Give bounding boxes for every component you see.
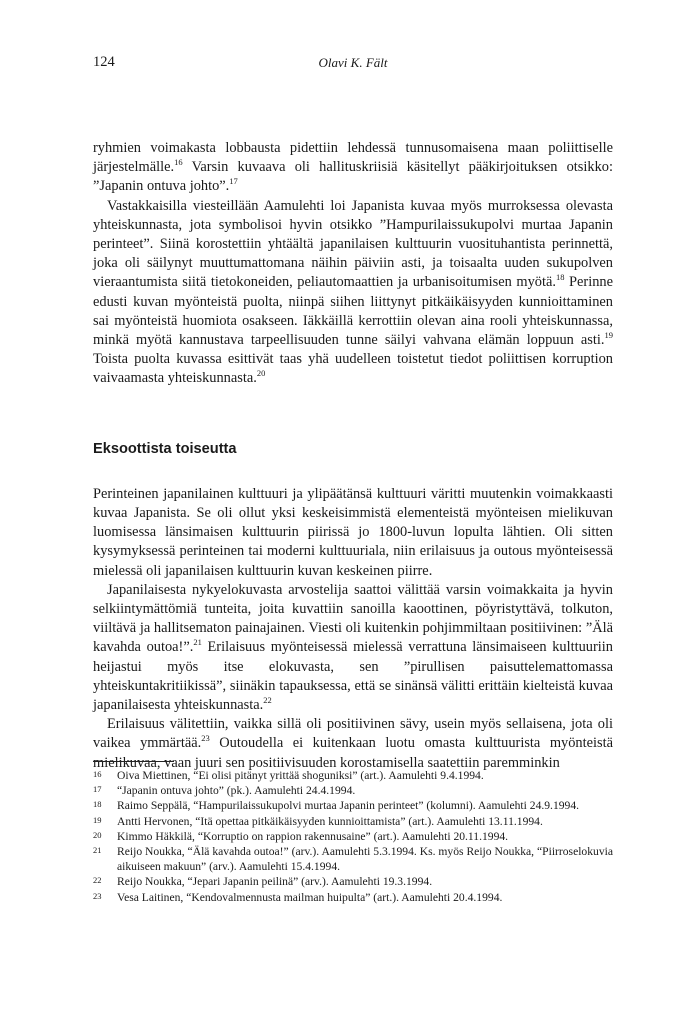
footnote-number: 21 <box>93 845 102 856</box>
text-run: Japanilaisesta nykyelokuvasta arvostelija saattoi välittää varsin voimakkaita ja hyvin selkiintymättömiä tunteita, joita kuvattiin sanoilla kaoottinen, pöyristyttävä, tolkuton, viiltävä ja hallitsematon painajainen. Viesti oli kuitenkin pohjimmiltaan positiivinen: ”Älä kavahda outoa!”. <box>93 581 613 656</box>
footnote-number: 18 <box>93 799 102 810</box>
footnote-ref: 23 <box>201 733 210 744</box>
section-heading: Eksoottista toiseutta <box>93 440 237 457</box>
footnote-ref: 22 <box>263 695 272 706</box>
footnote <box>93 844 613 874</box>
text-run: Perinteinen japanilainen kulttuuri ja ylipäätänsä kulttuuri väritti muutenkin voimakkaasti kuvaa Japanista. Se oli ollut yksi keskeisimmistä elementeistä myönteisen mielikuvan luomisessa länsimaisen kulttuurin piirissä jo 1800-luvun lopulta lähtien. Oli sitten kysymyksessä perinteinen tai moderni kulttuuriala, niin erilaisuus ja outous myönteisessä mielessä oli japanilaisen kulttuurin kuvan keskeinen piirre. <box>93 485 613 579</box>
running-head: Olavi K. Fält <box>318 55 388 70</box>
paragraph <box>93 197 613 389</box>
footnote-text: Oiva Miettinen, “Ei olisi pitänyt yrittää shoguniksi” (art.). Aamulehti 9.4.1994. <box>117 769 484 782</box>
footnote-number: 19 <box>93 814 102 825</box>
footnote <box>93 783 613 798</box>
paragraph <box>93 139 613 197</box>
footnote <box>93 798 613 813</box>
footnote-ref: 16 <box>174 157 183 168</box>
footnote-text: Kimmo Häkkilä, “Korruptio on rappion rakennusaine” (art.). Aamulehti 20.11.1994. <box>117 829 509 843</box>
text-run: Vastakkaisilla viesteillään Aamulehti loi Japanista kuvaa myös murroksessa olevasta yhteiskunnasta, jota symbolisoi hyvin otsikko ”Hampurilaissukupolvi murtaa Japanin perinteet”. Siinä korostettiin yhtäältä japanilaisen kulttuurin vuosituhantista perinnettä, joka oli säilynyt muuttumattomana näihin päiviin asti, ja toisaalta uuden sukupolven vieraantumista siitä tietokoneiden, peliautomaattien ja urbanisoitumisen myötä. <box>93 197 613 291</box>
text-run: Erilaisuus välitettiin, vaikka sillä oli positiivinen sävy, usein myös sellaisena, jota oli vaikea ymmärtää. <box>93 716 613 752</box>
footnote-number: 22 <box>93 875 102 886</box>
footnote-ref: 19 <box>604 330 613 341</box>
page-number: 124 <box>93 54 115 70</box>
paragraph <box>93 715 613 773</box>
footnote <box>93 829 613 844</box>
footnote-rule <box>93 761 174 762</box>
footnote-text: Antti Hervonen, “Itä opettaa pitkäikäisyyden kunnioittamista” (art.). Aamulehti 13.11.1994. <box>117 814 543 828</box>
footnote-text: Raimo Seppälä, “Hampurilaissukupolvi murtaa Japanin perinteet” (kolumni). Aamulehti 24.9.1994. <box>117 799 580 813</box>
footnote-number: 23 <box>93 890 102 901</box>
text-run: Toista puolta kuvassa esittivät taas yhä uudelleen toistetut tiedot poliittisen korruption vaivaamasta yhteiskunnasta. <box>93 351 613 387</box>
text-run: Varsin kuvaava oli hallituskriisiä käsitellyt pääkirjoituksen otsikko: ”Japanin ontuva johto”. <box>93 159 613 195</box>
footnote <box>93 768 613 783</box>
footnote-number: 16 <box>93 769 102 779</box>
footnote <box>93 874 613 889</box>
paragraph <box>93 581 613 715</box>
text-run: Erilaisuus myönteisessä mielessä verrattuna länsimaiseen kulttuuriin heijastui myös itse elokuvasta, sen ”pirullisen paisuttelemattomassa yhteiskuntakritiikissä”, siinäkin tapauksessa, että se sinänsä välitti erittäin kielteistä kuvaa japanilaisesta yhteiskunnasta. <box>93 639 613 714</box>
footnote-number: 17 <box>93 784 102 795</box>
footnote-ref: 21 <box>193 637 202 648</box>
body-text <box>93 139 613 773</box>
footnote <box>93 814 613 829</box>
footnote-ref: 17 <box>229 176 238 187</box>
page-header <box>93 54 613 74</box>
text-run: ryhmien voimakasta lobbausta pidettiin lehdessä tunnusomaisena maan poliittiselle järjestelmälle. <box>93 140 613 176</box>
footnote-text: Vesa Laitinen, “Kendovalmennusta mailman huipulta” (art.). Aamulehti 20.4.1994. <box>117 890 503 904</box>
footnote-ref: 18 <box>555 272 565 283</box>
footnote-ref: 20 <box>256 368 266 379</box>
footnote <box>93 890 613 905</box>
paragraph <box>93 485 613 581</box>
footnote-text: Reijo Noukka, “Jepari Japanin peilinä” (arv.). Aamulehti 19.3.1994. <box>117 875 433 889</box>
footnote-text: Reijo Noukka, “Älä kavahda outoa!” (arv.). Aamulehti 5.3.1994. Ks. myös Reijo Noukka, “Piirroselokuvia aikuiseen makuun” (arv.). Aamulehti 15.4.1994. <box>117 845 613 874</box>
footnote-number: 20 <box>93 829 102 840</box>
text-run: Outoudella ei kuitenkaan luotu omasta kulttuurista myönteistä mielikuvaa, vaan juuri sen positiivisuuden korostamisella saatettiin paremminkin <box>93 735 614 771</box>
footnotes <box>93 768 613 905</box>
footnote-text: “Japanin ontuva johto” (pk.). Aamulehti 24.4.1994. <box>117 784 356 798</box>
text-run: Perinne edusti kuvan myönteistä puolta, niinpä siihen liittynyt pitkäikäisyyden kunnioittaminen sai myönteistä huomiota osakseen. Iäkkäillä kerrottiin olevan aina rooli yhteiskunnassa, minkä myötä kannustava tarpeellisuuden tunne säilyi vahvana elämän loppuun asti. <box>93 274 614 349</box>
